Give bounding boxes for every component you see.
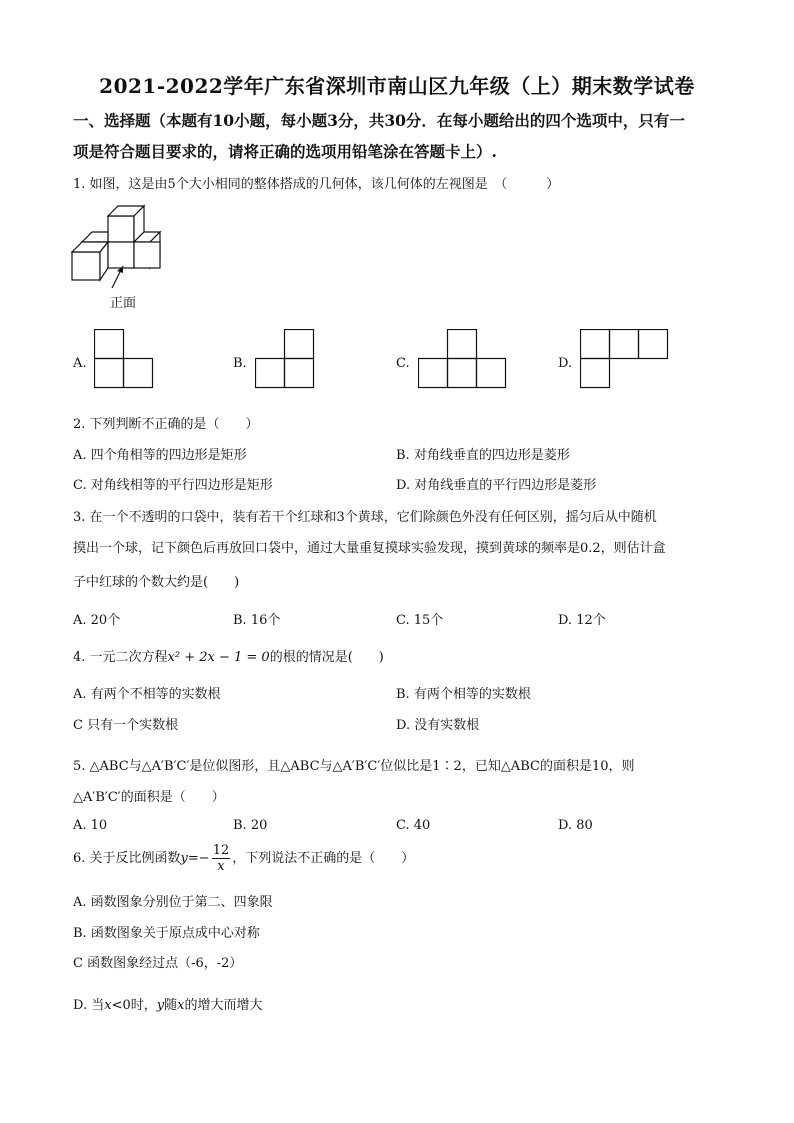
q5-option-b: B. 20 (233, 818, 268, 833)
q5-option-c: C. 40 (396, 818, 431, 833)
q5-line1: 5. △ABC与△A′B′C′是位似图形，且△ABC与△A′B′C′位似比是1∶2，已知△ABC的面积是10，则 (73, 759, 635, 774)
q6-stem-pre: 6. 关于反比例函数 (73, 851, 181, 866)
q4-option-c: C 只有一个实数根 (73, 718, 179, 733)
q6-option-b: B. 函数图象关于原点成中心对称 (73, 926, 260, 941)
q6-d-post: 的增大而增大 (184, 998, 263, 1013)
q1-option-a-figure (94, 329, 154, 390)
section-heading-line1: 一、选择题（本题有10小题，每小题3分，共30分．在每小题给出的四个选项中，只有一 (73, 111, 685, 130)
q4-stem-pre: 4. 一元二次方程 (73, 650, 168, 665)
q4-option-d: D. 没有实数根 (396, 718, 480, 733)
q5-line2: △A′B′C′的面积是（ ） (73, 790, 225, 805)
q6-denominator: x (217, 859, 225, 874)
q6-option-c: C 函数图象经过点（-6，-2） (73, 956, 243, 971)
q1-option-d-figure (580, 329, 669, 390)
q6-option-a: A. 函数图象分别位于第二、四象限 (73, 895, 273, 910)
q3-option-b: B. 16个 (233, 613, 281, 628)
q6-d-x: x (104, 998, 112, 1013)
q3-line2: 摸出一个球，记下颜色后再放回口袋中，通过大量重复摸球实验发现，摸到黄球的频率是0.2，则估计盒 (73, 541, 666, 556)
q4-option-a: A. 有两个不相等的实数根 (73, 687, 221, 702)
q6-d-x2: x (177, 998, 185, 1013)
q5-option-d: D. 80 (558, 818, 593, 833)
exam-title: 2021-2022学年广东省深圳市南山区九年级（上）期末数学试卷 (99, 74, 695, 98)
q4-stem-post: 的根的情况是( ) (269, 650, 384, 665)
q3-line1: 3. 在一个不透明的口袋中，装有若干个红球和3个黄球，它们除颜色外没有任何区别，摇匀后从中随机 (73, 510, 657, 525)
q3-option-d: D. 12个 (558, 613, 606, 628)
q2-option-a: A. 四个角相等的四边形是矩形 (73, 448, 247, 463)
q1-option-d-label: D. (558, 356, 573, 371)
q6-eq-sign: =− (187, 851, 210, 866)
q1-option-b-label: B. (233, 356, 247, 371)
q1-option-a-label: A. (73, 356, 87, 371)
q6-d-y: y (156, 998, 165, 1013)
q2-stem: 2. 下列判断不正确的是（ ） (73, 417, 259, 432)
section-heading-line2: 项是符合题目要求的，请将正确的选项用铅笔涂在答题卡上）. (73, 142, 497, 161)
q6-option-d (73, 994, 262, 1013)
q1-option-c-label: C. (396, 356, 410, 371)
q6-numerator: 12 (212, 843, 230, 858)
q3-option-a: A. 20个 (73, 613, 121, 628)
q1-stem: 1. 如图，这是由5个大小相同的整体搭成的几何体，该几何体的左视图是 （ ） (73, 177, 560, 192)
q6-y: y (180, 851, 188, 866)
q1-option-c-figure (418, 329, 507, 390)
q6-d-mid2: 随 (164, 998, 178, 1013)
q6-d-pre: D. 当 (73, 998, 105, 1013)
q2-option-d: D. 对角线垂直的平行四边形是菱形 (396, 478, 597, 493)
q6-stem-post: ，下列说法不正确的是（ ） (232, 851, 415, 866)
q6-fraction (212, 844, 231, 873)
front-label: 正面 (110, 296, 137, 311)
q3-option-c: C. 15个 (396, 613, 444, 628)
q2-option-c: C. 对角线相等的平行四边形是矩形 (73, 478, 273, 493)
q1-option-b-figure (255, 329, 315, 390)
q3-line3: 子中红球的个数大约是( ) (73, 575, 240, 590)
q4-stem (73, 646, 384, 665)
q2-option-b: B. 对角线垂直的四边形是菱形 (396, 448, 570, 463)
q4-equation: x² + 2x − 1 = 0 (167, 650, 270, 665)
q5-option-a: A. 10 (73, 818, 108, 833)
q6-d-mid: <0时， (111, 998, 157, 1013)
q4-option-b: B. 有两个相等的实数根 (396, 687, 531, 702)
q6-stem (73, 844, 414, 873)
